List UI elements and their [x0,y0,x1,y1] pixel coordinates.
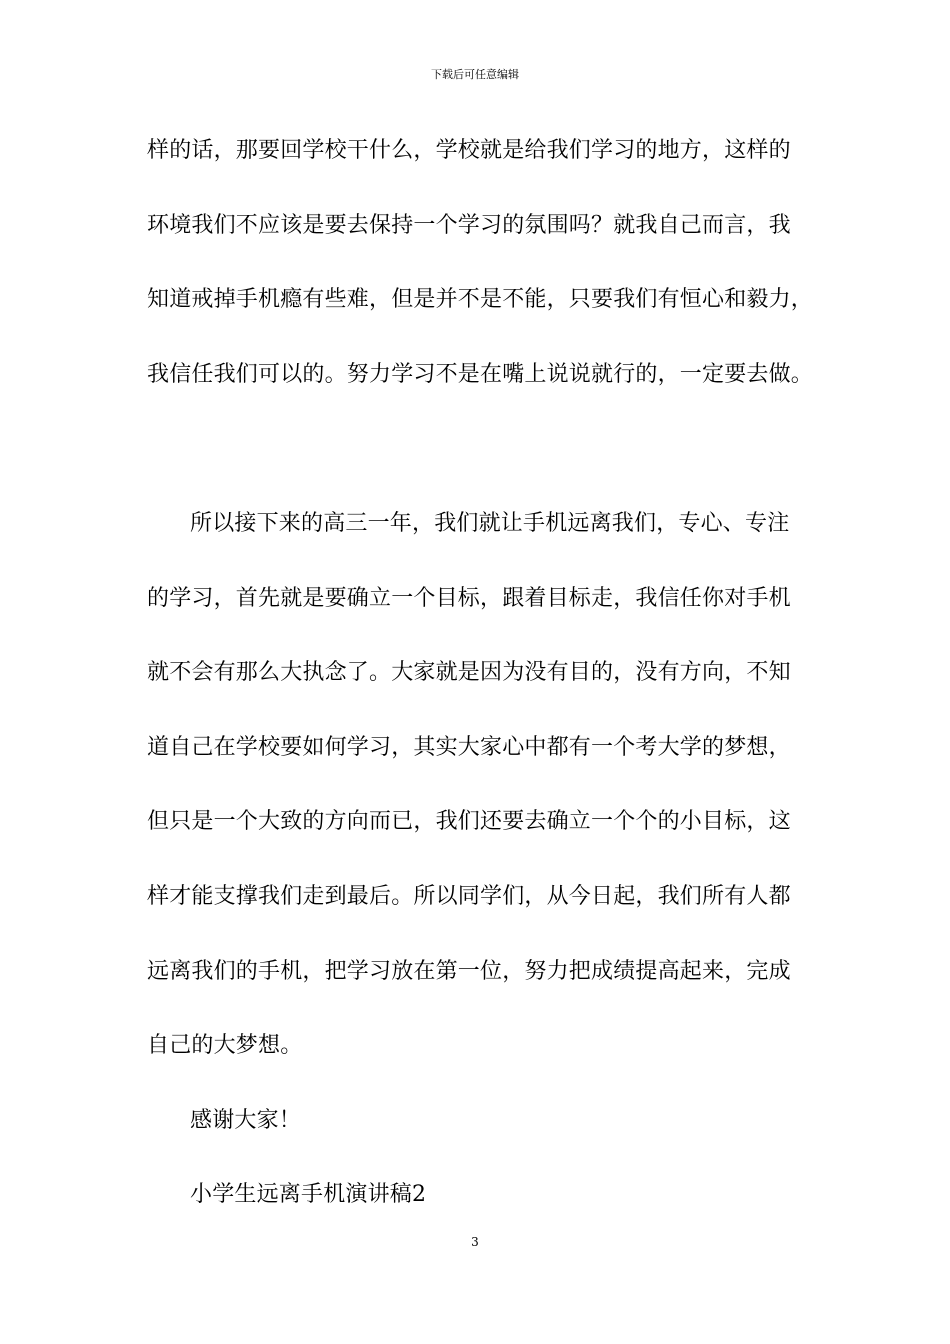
text-line: 的学习，首先就是要确立一个目标，跟着目标走，我信任你对手机 [147,586,791,611]
text-line: 所以接下来的高三一年，我们就让手机远离我们，专心、专注 [190,511,790,536]
text-line: 就不会有那么大执念了。大家就是因为没有目的，没有方向，不知 [147,660,791,685]
text-line: 远离我们的手机，把学习放在第一位，努力把成绩提高起来，完成 [147,959,791,984]
text-line: 我信任我们可以的。努力学习不是在嘴上说说就行的，一定要去做。 [147,362,814,387]
section-title: 小学生远离手机演讲稿2 [190,1182,427,1207]
text-line: 感谢大家！ [190,1108,302,1133]
text-line: 自己的大梦想。 [147,1033,303,1058]
page-header: 下载后可任意编辑 [431,68,519,81]
text-line: 道自己在学校要如何学习，其实大家心中都有一个考大学的梦想， [147,735,791,760]
text-line: 样才能支撑我们走到最后。所以同学们，从今日起，我们所有人都 [147,884,791,909]
text-line: 知道戒掉手机瘾有些难，但是并不是不能，只要我们有恒心和毅力， [147,287,814,312]
text-line: 样的话，那要回学校干什么，学校就是给我们学习的地方，这样的 [147,138,791,163]
text-line: 环境我们不应该是要去保持一个学习的氛围吗？就我自己而言，我 [147,213,791,238]
page-number: 3 [471,1235,479,1249]
text-line: 但只是一个大致的方向而已，我们还要去确立一个个的小目标，这 [147,809,791,834]
